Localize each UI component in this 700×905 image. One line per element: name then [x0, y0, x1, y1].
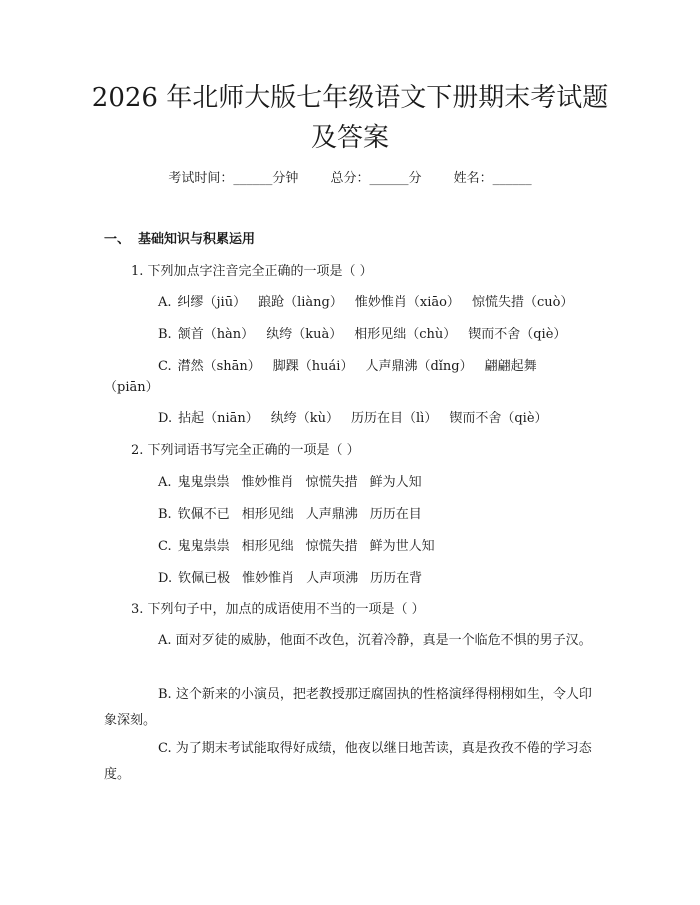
q3-option-c: C. 为了期末考试能取得好成绩，他夜以继日地苦读，真是孜孜不倦的学习态度。: [104, 741, 592, 782]
title-line-2: 及答案: [310, 123, 389, 153]
page-title: [90, 78, 610, 158]
q2-option-c: C. 鬼鬼祟祟 相形见绌 惊慌失措 鲜为世人知: [158, 539, 435, 554]
question-2-stem: 2. 下列词语书写完全正确的一项是（ ）: [131, 443, 360, 458]
q1-option-b: B. 颔首（hàn） 纨绔（kuà） 相形见绌（chù） 锲而不舍（qiè）: [158, 327, 567, 342]
title-line-1: 2026 年北师大版七年级语文下册期末考试题: [91, 83, 609, 113]
q3-option-a: A. 面对歹徒的威胁，他面不改色，沉着冷静，真是一个临危不惧的男子汉。: [158, 633, 592, 648]
q2-option-d: D. 钦佩已极 惟妙惟肖 人声项沸 历历在背: [158, 571, 423, 586]
q3-option-b: B. 这个新来的小演员，把老教授那迂腐固执的性格演绎得栩栩如生，令人印象深刻。: [104, 687, 592, 728]
q1-option-c: C. 潸然（shān） 脚踝（huái） 人声鼎沸（dǐng） 翩翩起舞: [158, 359, 537, 374]
exam-info: [0, 170, 700, 188]
section-title: 基础知识与积累运用: [138, 232, 256, 247]
question-1-stem: 1. 下列加点字注音完全正确的一项是（ ）: [131, 264, 373, 279]
student-name: 姓名：______: [453, 171, 532, 186]
q1-option-a: A. 纠缪（jiū） 踉跄（liàng） 惟妙惟肖（xiāo） 惊慌失措（cuò）: [158, 295, 574, 310]
q2-option-b: B. 钦佩不已 相形见绌 人声鼎沸 历历在目: [158, 507, 422, 522]
question-3-stem: 3. 下列句子中，加点的成语使用不当的一项是（ ）: [131, 602, 425, 617]
section-number: 一、: [104, 232, 131, 247]
exam-time: 考试时间：______分钟: [168, 171, 299, 186]
q1-option-c-continued: （piān）: [104, 380, 159, 395]
section-heading: [104, 231, 255, 249]
exam-score: 总分：______分: [330, 171, 422, 186]
q1-option-d: D. 拈起（niān） 纨绔（kù） 历历在目（lì） 锲而不舍（qiè）: [158, 411, 548, 426]
q2-option-a: A. 鬼鬼祟祟 惟妙惟肖 惊慌失措 鲜为人知: [158, 475, 422, 490]
